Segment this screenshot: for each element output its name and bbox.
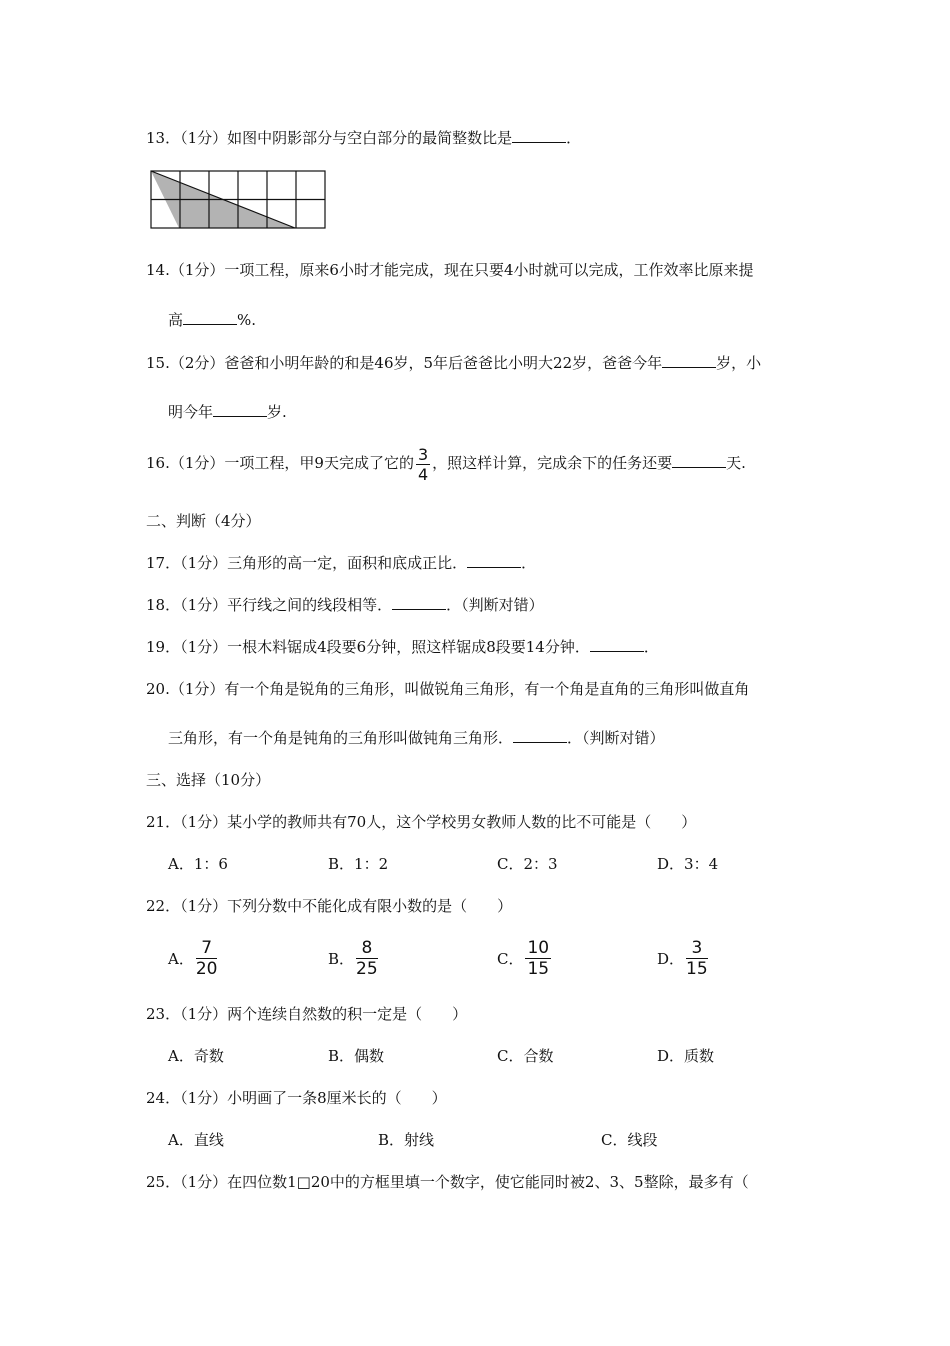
answer-blank[interactable] bbox=[672, 453, 726, 468]
answer-blank[interactable] bbox=[590, 637, 644, 652]
answer-blank[interactable] bbox=[512, 128, 566, 143]
answer-blank[interactable] bbox=[513, 728, 567, 743]
section-2-heading: 二、判断（4分） bbox=[146, 512, 261, 530]
q22-option-a[interactable]: A． $\frac{7}{20}$ bbox=[168, 938, 218, 979]
answer-blank[interactable] bbox=[467, 553, 521, 568]
q22-option-b[interactable]: B． $\frac{8}{25}$ bbox=[328, 938, 378, 979]
answer-blank[interactable] bbox=[662, 353, 716, 368]
fraction-three-quarters: $\frac{3}{4}$ bbox=[417, 444, 429, 484]
fraction: $\frac{8}{25}$ bbox=[356, 938, 378, 979]
q23-option-c[interactable]: C．合数 bbox=[497, 1047, 554, 1065]
answer-blank[interactable] bbox=[183, 310, 237, 325]
question-21-stem: 21．（1分）某小学的教师共有70人，这个学校男女教师人数的比不可能是（ ） bbox=[146, 813, 697, 831]
fraction: $\frac{10}{15}$ bbox=[527, 938, 550, 979]
answer-blank[interactable] bbox=[392, 595, 446, 610]
question-17: 17．（1分）三角形的高一定，面积和底成正比． ． bbox=[146, 554, 537, 572]
question-14-line-1: 14.（1分）一项工程，原来6小时才能完成，现在只要4小时就可以完成，工作效率比原来提 bbox=[146, 261, 754, 279]
question-22-stem: 22．（1分）下列分数中不能化成有限小数的是（ ） bbox=[146, 897, 513, 915]
q21-option-a[interactable]: A．1：6 bbox=[168, 855, 228, 873]
shaded-grid-figure bbox=[150, 170, 326, 230]
q23-option-a[interactable]: A．奇数 bbox=[168, 1047, 224, 1065]
question-25-stem: 25．（1分）在四位数1□20中的方框里填一个数字，使它能同时被2、3、5整除，最多有（ bbox=[146, 1173, 749, 1191]
q22-option-d[interactable]: D． $\frac{3}{15}$ bbox=[657, 938, 708, 979]
q23-option-d[interactable]: D．质数 bbox=[657, 1047, 715, 1065]
answer-blank[interactable] bbox=[213, 402, 267, 417]
fraction: $\frac{3}{15}$ bbox=[686, 938, 708, 979]
question-18: 18．（1分）平行线之间的线段相等． ．（判断对错） bbox=[146, 596, 544, 614]
question-15-line-1: 15.（2分）爸爸和小明年龄的和是46岁，5年后爸爸比小明大22岁，爸爸今年 岁，小 bbox=[146, 354, 762, 372]
question-20-line-2: 三角形，有一个角是钝角的三角形叫做钝角三角形． ．（判断对错） bbox=[168, 729, 665, 747]
question-14-line-2: 高 %. bbox=[168, 311, 257, 329]
question-23-stem: 23．（1分）两个连续自然数的积一定是（ ） bbox=[146, 1005, 468, 1023]
question-24-stem: 24．（1分）小明画了一条8厘米长的（ ） bbox=[146, 1089, 447, 1107]
section-3-heading: 三、选择（10分） bbox=[146, 771, 271, 789]
q21-option-c[interactable]: C．2：3 bbox=[497, 855, 558, 873]
question-13: 13．（1分）如图中阴影部分与空白部分的最简整数比是 ． bbox=[146, 129, 582, 147]
question-13-stem: 13．（1分）如图中阴影部分与空白部分的最简整数比是 bbox=[146, 129, 513, 147]
question-19: 19．（1分）一根木料锯成4段要6分钟，照这样锯成8段要14分钟． ． bbox=[146, 638, 659, 656]
question-16: 16.（1分）一项工程，甲9天完成了它的 $\frac{3}{4}$ ，照这样计算，完成余下的任务还要 天. bbox=[146, 444, 746, 484]
fraction: $\frac{7}{20}$ bbox=[195, 938, 218, 979]
q22-option-c[interactable]: C． $\frac{10}{15}$ bbox=[497, 938, 550, 979]
q21-option-d[interactable]: D．3：4 bbox=[657, 855, 719, 873]
q21-option-b[interactable]: B．1：2 bbox=[328, 855, 389, 873]
q24-option-b[interactable]: B．射线 bbox=[378, 1131, 435, 1149]
q24-option-a[interactable]: A．直线 bbox=[168, 1131, 224, 1149]
q24-option-c[interactable]: C．线段 bbox=[601, 1131, 658, 1149]
question-20-line-1: 20.（1分）有一个角是锐角的三角形，叫做锐角三角形，有一个角是直角的三角形叫做直角 bbox=[146, 680, 750, 698]
q23-option-b[interactable]: B．偶数 bbox=[328, 1047, 385, 1065]
question-15-line-2: 明今年 岁. bbox=[168, 403, 287, 421]
